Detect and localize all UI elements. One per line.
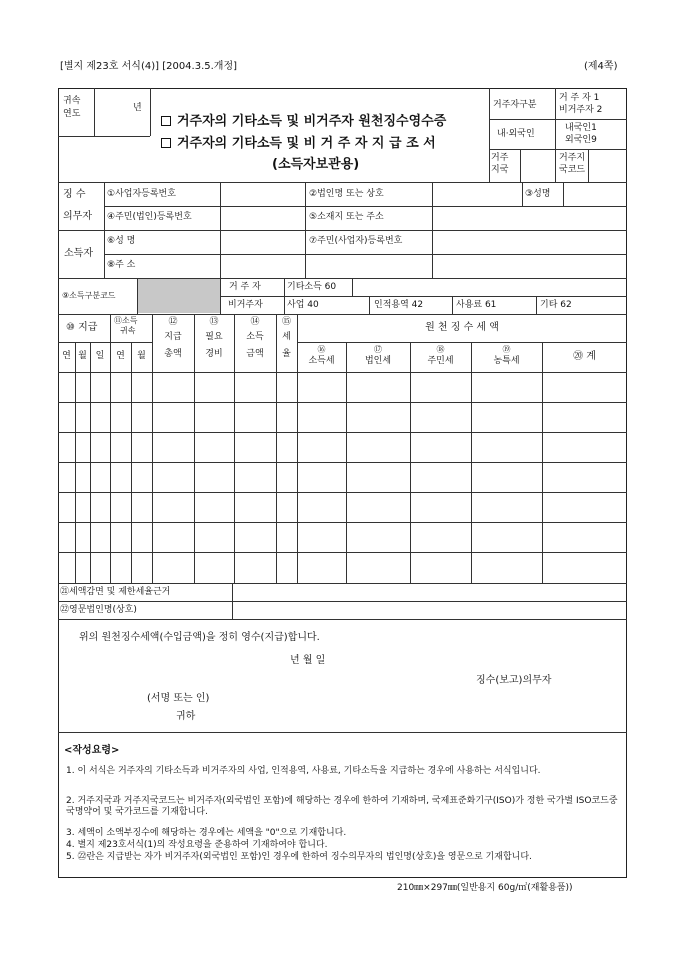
year-suffix: 년	[133, 103, 142, 113]
table-row	[58, 552, 627, 553]
table-row	[58, 492, 627, 493]
receipt-statement: 위의 원천징수세액(수입금액)을 정히 영수(지급)합니다.	[79, 632, 320, 643]
divider	[522, 182, 523, 206]
resident-label: 거주자구분	[493, 100, 537, 110]
resident-type-label: 거 주 자	[229, 282, 261, 292]
divider	[563, 182, 564, 206]
expense-header: 경비	[205, 349, 223, 359]
divider	[58, 732, 627, 733]
divider	[489, 119, 627, 120]
addressee-label: 귀하	[176, 711, 196, 722]
biz-code: 사업 40	[287, 300, 319, 310]
divider	[536, 296, 537, 314]
english-name-label: ㉒영문법인명(상호)	[60, 605, 137, 615]
domestic-code: 내국인1	[565, 123, 597, 133]
corp-tax-header: 법인세	[364, 356, 392, 366]
paper-spec: 210㎜×297㎜(일반용지 60g/㎡(재활용품))	[397, 883, 573, 893]
month-header: 월	[137, 351, 146, 361]
table-row	[58, 583, 627, 584]
income-header: 소득	[246, 332, 264, 342]
title-receipt: 거주자의 기타소득 및 비거주자 원천징수영수증	[161, 110, 446, 129]
table-row	[58, 522, 627, 523]
divider	[555, 88, 556, 182]
divider	[58, 342, 152, 343]
payer-address-label: ⑤소재지 또는 주소	[309, 212, 384, 222]
nonresident-type-label: 비거주자	[228, 300, 263, 310]
divider	[58, 182, 627, 183]
day-header: 일	[95, 351, 105, 361]
divider	[489, 149, 627, 150]
year-label: 귀속	[63, 96, 81, 106]
earner-label: 소득자	[64, 248, 93, 259]
year-header: 연	[116, 351, 125, 361]
income-type-label: ⑨소득구분코드	[62, 291, 116, 300]
biz-no-label: ①사업자등록번호	[107, 189, 176, 199]
resident-code: 거 주 자 1	[559, 93, 600, 103]
royalty-code: 사용료 61	[456, 300, 497, 310]
amount-header: ⑫	[168, 317, 178, 327]
divider	[520, 149, 521, 182]
notes-title: <작성요령>	[64, 745, 120, 756]
earner-address-label: ⑧주 소	[107, 260, 136, 270]
corp-tax-header: ⑰	[374, 345, 382, 354]
country-label: 지국	[491, 165, 509, 175]
divider	[369, 296, 370, 314]
local-tax-header: 주민세	[427, 356, 454, 366]
divider	[58, 230, 627, 231]
divider	[104, 206, 627, 207]
note-item: 2. 거주지국과 거주지국코드는 비거주자(외국법인 포함)에 해당하는 경우에 한하여 기재하며, 국제표준화기구(ISO)가 정한 국가별 ISO코드중 국명약어 및 국가코드를 기재합니다.	[66, 796, 618, 817]
divider	[137, 278, 138, 314]
title-copy: (소득자보관용)	[272, 157, 360, 172]
country-code-label: 거주지	[559, 153, 586, 163]
corp-reg-label: ④주민(법인)등록번호	[107, 212, 192, 222]
divider	[220, 296, 627, 297]
pay-date-header: ⑩ 지급	[66, 322, 98, 333]
sign-label: (서명 또는 인)	[147, 693, 210, 704]
total-header: ⑳ 계	[573, 351, 596, 362]
rural-tax-header: ⑲	[502, 345, 511, 354]
expense-header: ⑬	[209, 317, 219, 327]
month-header: 월	[78, 351, 87, 361]
year-header: 연	[62, 351, 71, 361]
local-tax-header: ⑱	[436, 345, 445, 354]
note-item: 5. ㉒란은 지급받는 자가 비거주자(외국법인 포함)인 경우에 한하여 징수의무자의 법인명(상호)을 영문으로 기재합니다.	[66, 852, 532, 862]
attr-header: 귀속	[120, 326, 136, 335]
divider	[352, 278, 353, 296]
reduction-label: ㉑세액감면 및 제한세율근거	[60, 587, 171, 597]
divider	[58, 601, 627, 602]
earner-reg-label: ⑦주민(사업자)등록번호	[309, 236, 403, 246]
payer-name-label: ③성명	[525, 189, 551, 199]
rate-header: 율	[282, 349, 291, 359]
rural-tax-header: 농특세	[493, 356, 520, 366]
table-row	[58, 402, 627, 403]
divider	[588, 149, 589, 182]
divider	[58, 314, 627, 315]
note-item: 4. 별지 제23호서식(1)의 작성요령을 준용하여 기재하여야 합니다.	[66, 840, 328, 850]
year-label: 연도	[63, 109, 81, 119]
nonresident-code: 비거주자 2	[559, 105, 603, 115]
shaded-cell	[137, 279, 220, 313]
nationality-label: 내·외국인	[497, 129, 535, 139]
form-reference: [별지 제23호 서식(4)] [2004.3.5.개정]	[60, 61, 238, 72]
divider	[58, 136, 150, 137]
divider	[489, 88, 490, 182]
note-item: 1. 이 서식은 거주자의 기타소득과 비거주자의 사업, 인적용역, 사용료, 기타소득을 지급하는 경우에 사용하는 서식입니다.	[66, 766, 541, 776]
expense-header: 필요	[205, 332, 223, 342]
divider	[104, 254, 627, 255]
amount-header: 지급	[164, 332, 182, 342]
checkbox-receipt[interactable]	[161, 116, 171, 126]
rate-header: ⑮	[281, 317, 291, 327]
divider	[452, 296, 453, 314]
income-header: ⑭	[250, 317, 260, 327]
divider	[297, 314, 298, 583]
title-statement: 거주자의 기타소득 및 비 거 주 자 지 급 조 서	[161, 132, 436, 151]
divider	[58, 619, 627, 620]
payer-label: 의무자	[63, 211, 92, 222]
other-code: 기타 62	[540, 300, 572, 310]
income-header: 금액	[246, 349, 264, 359]
page-number: (제4쪽)	[584, 61, 618, 72]
divider	[150, 88, 151, 136]
earner-name-label: ⑥성 명	[107, 236, 136, 246]
table-row	[58, 462, 627, 463]
corp-name-label: ②법인명 또는 상호	[309, 189, 384, 199]
country-code-label: 국코드	[559, 165, 586, 175]
resident-other-code: 기타소득 60	[287, 282, 337, 292]
note-item: 3. 세액이 소액부징수에 해당하는 경우에는 세액을 "0"으로 기재합니다.	[66, 828, 347, 838]
wht-title: 원 천 징 수 세 액	[425, 322, 499, 333]
service-code: 인적용역 42	[374, 300, 424, 310]
income-tax-header: 소득세	[308, 356, 335, 366]
amount-header: 총액	[164, 349, 182, 359]
income-tax-header: ⑯	[317, 345, 326, 354]
country-label: 거주	[491, 153, 509, 163]
statement-date: 년 월 일	[290, 655, 326, 666]
divider	[94, 88, 95, 136]
checkbox-statement[interactable]	[161, 138, 171, 148]
rate-header: 세	[282, 332, 291, 342]
payer-label: 징 수	[63, 189, 86, 200]
reporter-label: 징수(보고)의무자	[476, 675, 552, 686]
attr-header: ⑪소득	[114, 316, 138, 325]
foreign-code: 외국인9	[565, 135, 597, 145]
table-row	[58, 432, 627, 433]
